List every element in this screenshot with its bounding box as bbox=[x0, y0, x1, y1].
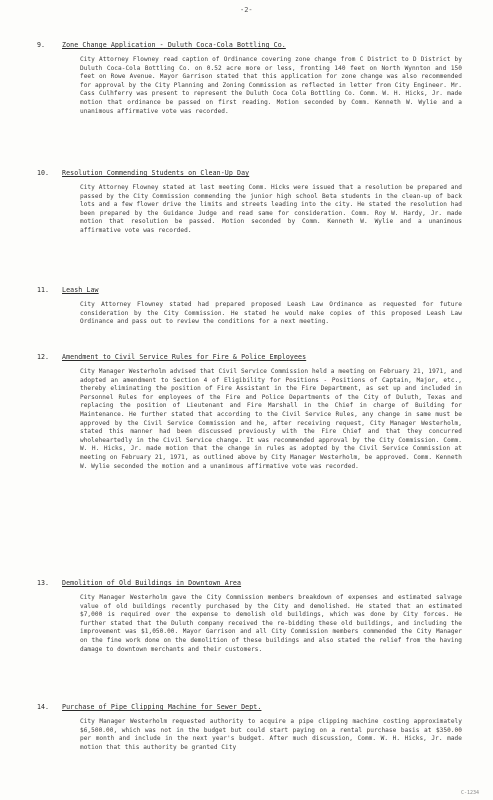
agenda-item-pipe-machine bbox=[37, 702, 462, 752]
agenda-item-resolution-students bbox=[37, 168, 462, 236]
page-number: -2- bbox=[240, 6, 253, 14]
item-title: Leash Law bbox=[62, 286, 99, 294]
item-number: 9. bbox=[37, 41, 45, 49]
item-title: Resolution Commending Students on Clean-Up Day bbox=[62, 169, 250, 177]
item-body: City Manager Westerholm advised that Civil Service Commission held a meeting on February 21, 1971, and adopted an amendment to Section 4 of Eligibility for Positions - Positions of Captain, Major, etc., thereby eliminating the position of Fire Assistant in the Fire Department, as set up and included in Personnel Rules for employees of the Fire and Police Departments of the City of Duluth, Texas and replacing the position of Lieutenant and Fire Marshall in the Chief in charge of Building for Maintenance. He further stated that according to the Civil Service Rules, any change in same must be approved by the Civil Service Commission and he, after receiving request, City Manager Westerholm, stated this manner had been discussed previously with the Fire Chief and that they concurred wholeheartedly in the Civil Service change. It was recommended approval by the City Commission. Comm. W. H. Hicks, Jr. made motion that the change in rules as adopted by the Civil Service Commission at meeting on February 21, 1971, as outlined above by City Manager Westerholm, be approved. Comm. Kenneth W. Wylie seconded the motion and a unanimous affirmative vote was recorded. bbox=[80, 368, 462, 470]
item-heading bbox=[37, 168, 462, 178]
item-title: Amendment to Civil Service Rules for Fire & Police Employees bbox=[62, 353, 307, 361]
item-number: 10. bbox=[37, 169, 49, 177]
agenda-item-zone-change bbox=[37, 40, 462, 116]
item-body: City Attorney Flowney read caption of Ordinance covering zone change from C District to D District by Duluth Coca-Cola Bottling Co. on 0.52 acre more or less, fronting 140 feet on North Wynnton and 150 feet on Rowe Avenue. Mayor Garrison stated that this application for zone change was also recommended for approval by the City Planning and Zoning Commission as reflected in letter from City Engineer. Mr. Cass Culhferry was present to represent the Duluth Coca Cola Bottling Co. Comm. W. H. Hicks, Jr. made motion that ordinance be passed on first reading. Motion seconded by Comm. Kenneth W. Wylie and a unanimous affirmative vote was recorded. bbox=[80, 56, 462, 115]
agenda-item-civil-service-amendment bbox=[37, 352, 462, 471]
item-title: Zone Change Application - Duluth Coca-Cola Bottling Co. bbox=[62, 41, 286, 49]
item-body: City Attorney Flowney stated had prepared proposed Leash Law Ordinance as requested for future consideration by the City Commission. He stated he would make copies of this proposed Leash Law Ordinance and pass out to review the conditions for a next meeting. bbox=[80, 301, 462, 326]
item-heading bbox=[37, 702, 462, 712]
footer-mark: C-1234 bbox=[460, 790, 479, 796]
agenda-item-leash-law bbox=[37, 285, 462, 327]
item-heading bbox=[37, 285, 462, 295]
agenda-item-demolition bbox=[37, 578, 462, 654]
item-number: 11. bbox=[37, 286, 49, 294]
item-title: Purchase of Pipe Clipping Machine for Sewer Dept. bbox=[62, 703, 262, 711]
item-body: City Manager Westerholm requested authority to acquire a pipe clipping machine costing approximately $6,500.00, which was not in the budget but could start paying on a rental purchase basis at $350.00 per month and include in the next year's budget. After much discussion, Comm. W. H. Hicks, Jr. made motion that this authority be granted City bbox=[80, 718, 462, 751]
item-heading bbox=[37, 40, 462, 50]
item-number: 12. bbox=[37, 353, 49, 361]
item-heading bbox=[37, 578, 462, 588]
item-heading bbox=[37, 352, 462, 362]
item-body: City Attorney Flowney stated at last meeting Comm. Hicks were issued that a resolution be prepared and passed by the City Commission commending the junior high school Beta students in the clean-up of back lots and a few flower drive the limits and streets leading into the city. He stated the resolution had been prepared by the Guidance Judge and read same for consideration. Comm. Roy W. Hardy, Jr. made motion that resolution be passed. Motion seconded by Comm. Kenneth W. Wylie and a unanimous affirmative vote was recorded. bbox=[80, 184, 462, 234]
item-number: 13. bbox=[37, 579, 49, 587]
item-title: Demolition of Old Buildings in Downtown Area bbox=[62, 579, 242, 587]
item-number: 14. bbox=[37, 703, 49, 711]
item-body: City Manager Westerholm gave the City Commission members breakdown of expenses and estimated salvage value of old buildings recently purchased by the City and demolished. He stated that an estimated $7,000 is required over the expense to demolish old buildings, which was done by City forces. He further stated that the Duluth company received the re-bidding these old buildings, and including the improvement was $1,050.00. Mayor Garrison and all City Commission members commended the City Manager on the fine work done on the demolition of these buildings and also stated the relief from the having damage to downtown merchants and their customers. bbox=[80, 594, 462, 653]
